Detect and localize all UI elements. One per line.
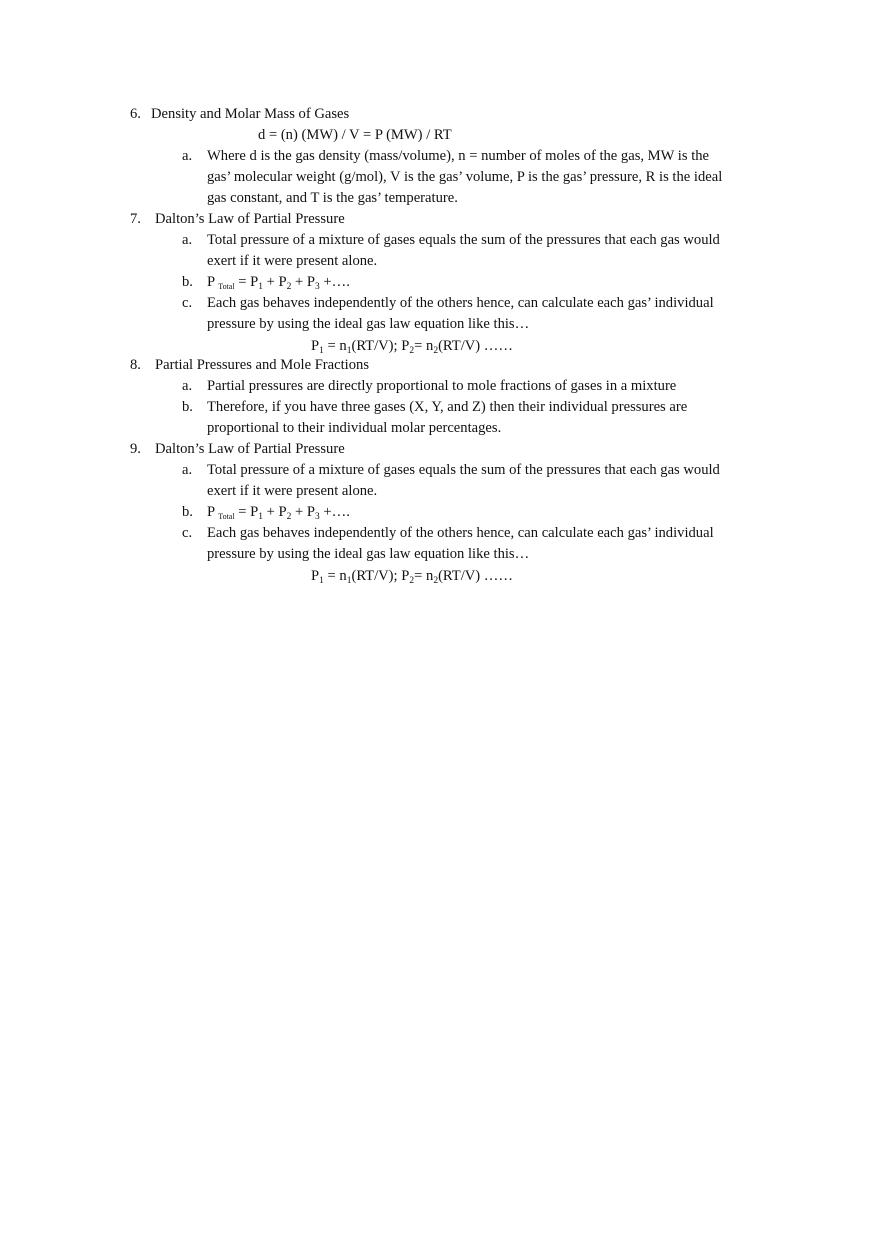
eq-symbol: = n	[323, 568, 347, 584]
item-letter: a.	[182, 232, 193, 248]
eq-symbol: P	[250, 504, 259, 520]
eq-symbol: P	[311, 338, 320, 354]
eq-symbol: +	[291, 274, 307, 290]
section-9-number: 9.	[130, 441, 141, 457]
item-text-line: exert if it were present alone.	[207, 253, 378, 269]
item-text-line: exert if it were present alone.	[207, 483, 378, 499]
section-9-title: Dalton’s Law of Partial Pressure	[155, 441, 345, 457]
eq-symbol: P	[207, 504, 215, 520]
section-8-number: 8.	[130, 357, 141, 373]
eq-symbol: P	[278, 504, 287, 520]
item-letter: a.	[182, 462, 193, 478]
eq-symbol: +	[262, 504, 279, 520]
eq-subscript: 2	[409, 576, 415, 586]
eq-symbol: (RT/V);	[351, 338, 402, 354]
eq-subscript: 3	[315, 282, 320, 292]
partial-pressure-equation	[311, 336, 513, 357]
eq-symbol: = n	[414, 338, 434, 354]
eq-symbol: +….	[319, 274, 350, 290]
section-7-number: 7.	[130, 211, 141, 227]
eq-symbol: P	[306, 504, 316, 520]
eq-symbol: P	[207, 274, 215, 290]
total-pressure-equation	[207, 272, 350, 293]
item-text-line: Where d is the gas density (mass/volume), n = number of moles of the gas, MW is the	[207, 148, 710, 164]
eq-subscript: 2	[286, 282, 292, 292]
section-7-title: Dalton’s Law of Partial Pressure	[155, 211, 345, 227]
eq-symbol: +….	[319, 504, 350, 520]
eq-symbol: P	[278, 274, 287, 290]
eq-symbol: (RT/V) ……	[438, 338, 513, 354]
eq-symbol: = n	[323, 338, 347, 354]
item-letter: b.	[182, 504, 193, 520]
item-letter: c.	[182, 525, 193, 541]
eq-symbol: P	[250, 274, 259, 290]
eq-symbol: =	[234, 274, 251, 290]
item-text-line: pressure by using the ideal gas law equation like this…	[207, 546, 530, 562]
eq-symbol: (RT/V) ……	[438, 568, 513, 584]
item-letter: b.	[182, 399, 193, 415]
item-text-line: gas’ molecular weight (g/mol), V is the gas’ volume, P is the gas’ pressure, R is the ideal	[207, 169, 723, 185]
section-6-number: 6.	[130, 106, 141, 122]
item-letter: a.	[182, 378, 193, 394]
eq-symbol: +	[262, 274, 279, 290]
item-letter: a.	[182, 148, 193, 164]
eq-subscript: Total	[218, 282, 235, 291]
eq-subscript: Total	[218, 512, 235, 521]
eq-subscript: 1	[258, 512, 263, 522]
item-text-line: pressure by using the ideal gas law equation like this…	[207, 316, 530, 332]
eq-symbol: P	[311, 568, 320, 584]
item-text-line: Total pressure of a mixture of gases equals the sum of the pressures that each gas would	[207, 462, 720, 478]
density-formula: d = (n) (MW) / V = P (MW) / RT	[258, 127, 452, 143]
eq-subscript: 1	[346, 346, 352, 356]
item-text-line: Partial pressures are directly proportional to mole fractions of gases in a mixture	[207, 378, 677, 394]
eq-symbol: = n	[414, 568, 434, 584]
item-letter: c.	[182, 295, 193, 311]
total-pressure-equation	[207, 502, 350, 523]
item-text-line: Total pressure of a mixture of gases equals the sum of the pressures that each gas would	[207, 232, 720, 248]
eq-symbol: =	[234, 504, 251, 520]
eq-symbol: P	[306, 274, 316, 290]
section-8-title: Partial Pressures and Mole Fractions	[155, 357, 370, 373]
eq-subscript: 2	[286, 512, 292, 522]
item-text-line: proportional to their individual molar percentages.	[207, 420, 502, 436]
eq-symbol: P	[401, 338, 410, 354]
item-text-line: Each gas behaves independently of the others hence, can calculate each gas’ individual	[207, 525, 714, 541]
eq-subscript: 1	[258, 282, 263, 292]
eq-subscript: 1	[319, 576, 324, 586]
item-text-line: Each gas behaves independently of the others hence, can calculate each gas’ individual	[207, 295, 714, 311]
eq-subscript: 2	[433, 346, 439, 356]
eq-subscript: 1	[319, 346, 324, 356]
eq-subscript: 1	[346, 576, 352, 586]
eq-symbol: (RT/V);	[351, 568, 402, 584]
eq-subscript: 2	[433, 576, 439, 586]
item-letter: b.	[182, 274, 193, 290]
eq-symbol: +	[291, 504, 307, 520]
eq-subscript: 3	[315, 512, 320, 522]
item-text-line: gas constant, and T is the gas’ temperature.	[207, 190, 458, 206]
partial-pressure-equation	[311, 566, 513, 587]
eq-symbol: P	[401, 568, 410, 584]
eq-subscript: 2	[409, 346, 415, 356]
item-text-line: Therefore, if you have three gases (X, Y, and Z) then their individual pressures are	[207, 399, 688, 415]
section-6-title: Density and Molar Mass of Gases	[151, 106, 350, 122]
